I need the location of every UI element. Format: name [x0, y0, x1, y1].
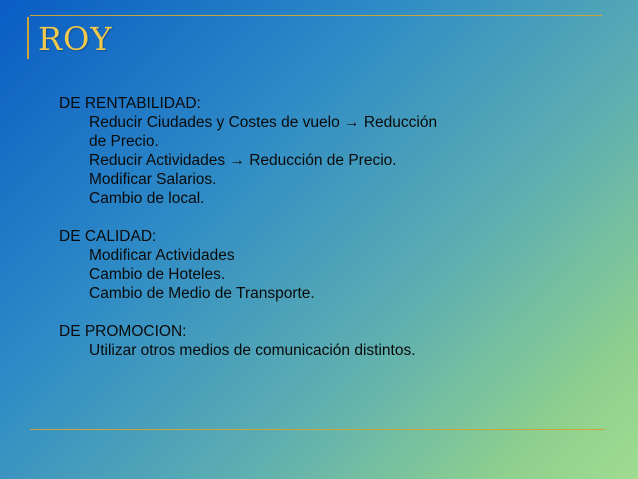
list-item: Modificar Salarios.	[89, 171, 217, 188]
list-item: Reducir Actividades → Reducción de Precio.	[89, 152, 397, 169]
slide-body	[59, 94, 579, 360]
list-item: Cambio de Medio de Transporte.	[89, 285, 315, 302]
section-heading: DE RENTABILIDAD:	[59, 95, 201, 112]
section-heading: DE CALIDAD:	[59, 228, 157, 245]
list-item: Cambio de local.	[89, 190, 205, 207]
list-item: de Precio.	[89, 133, 159, 150]
slide-title: ROY	[38, 20, 113, 58]
section-promocion	[59, 322, 579, 360]
list-item: Utilizar otros medios de comunicación distintos.	[89, 342, 416, 359]
section-rentabilidad	[59, 94, 579, 208]
list-item: Cambio de Hoteles.	[89, 266, 226, 283]
top-divider	[30, 15, 602, 16]
section-items	[59, 113, 579, 208]
section-calidad	[59, 227, 579, 303]
list-item: Modificar Actividades	[89, 247, 235, 264]
section-heading: DE PROMOCION:	[59, 323, 187, 340]
bottom-divider	[30, 429, 605, 430]
title-accent-bar	[27, 17, 29, 59]
list-item: Reducir Ciudades y Costes de vuelo → Reducción	[89, 114, 438, 131]
section-items	[59, 246, 579, 303]
section-items	[59, 341, 579, 360]
